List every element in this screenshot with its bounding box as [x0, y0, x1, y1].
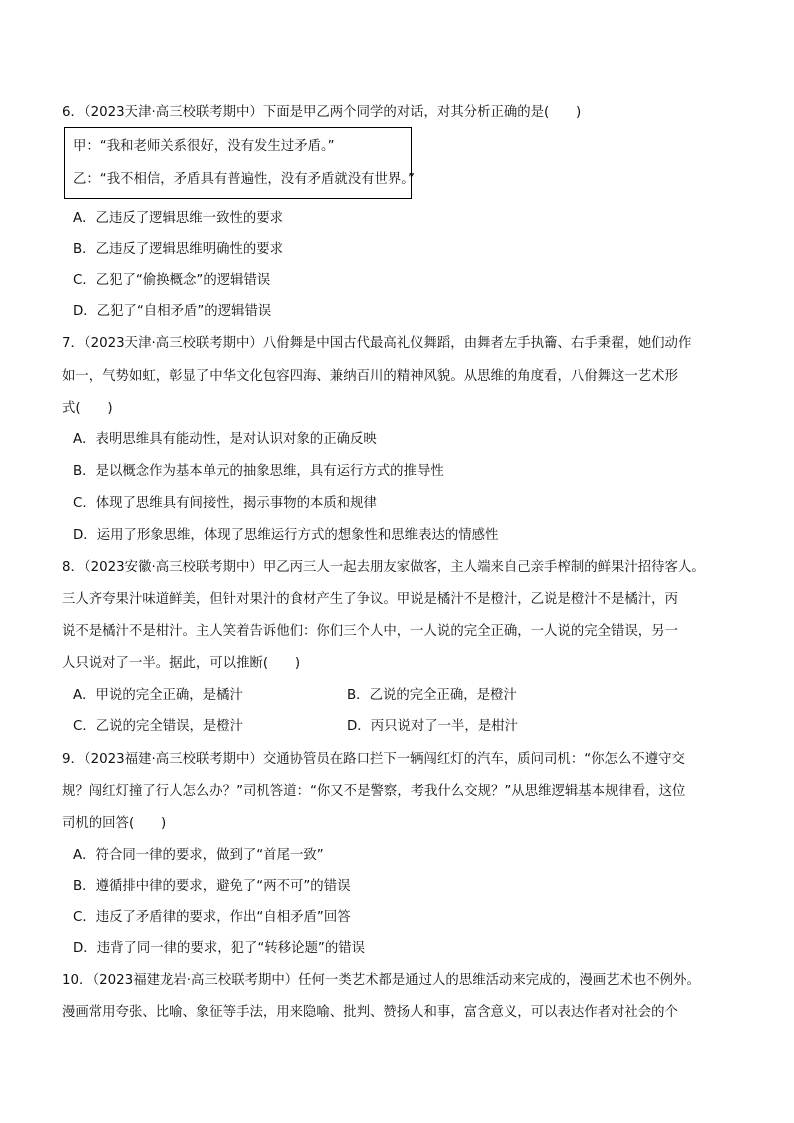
question-8-stem-line-1: 8．（2023安徽·高三校联考期中）甲乙丙三人一起去朋友家做客，主人端来自己亲手榨制的鲜果汁招待客人。 [62, 560, 705, 575]
question-8-option-a: A．甲说的完全正确，是橘汁 [73, 688, 243, 703]
question-9-stem-line-3: 司机的回答( ) [62, 816, 167, 831]
question-6-option-d: D．乙犯了“自相矛盾”的逻辑错误 [73, 304, 272, 319]
question-9-option-b: B．遵循排中律的要求，避免了“两不可”的错误 [73, 879, 351, 894]
question-9-option-d: D．违背了同一律的要求，犯了“转移论题”的错误 [73, 941, 365, 956]
question-8-stem-line-4: 人只说对了一半。据此，可以推断( ) [62, 656, 301, 671]
question-8-stem-line-3: 说不是橘汁不是柑汁。主人笑着告诉他们：你们三个人中，一人说的完全正确，一人说的完全错误，另一 [62, 624, 678, 639]
question-6-option-c: C．乙犯了“偷换概念”的逻辑错误 [73, 273, 271, 288]
question-9-stem-line-1: 9．（2023福建·高三校联考期中）交通协管员在路口拦下一辆闯红灯的汽车，质问司机：“你怎么不遵守交 [62, 752, 685, 767]
question-8-option-c: C．乙说的完全错误，是橙汁 [73, 719, 244, 734]
question-6-option-a: A．乙违反了逻辑思维一致性的要求 [73, 211, 284, 226]
question-7-option-d: D．运用了形象思维，体现了思维运行方式的想象性和思维表达的情感性 [73, 528, 499, 543]
dialog-line-jia: 甲：“我和老师关系很好，没有发生过矛盾。” [73, 139, 335, 154]
question-10-stem-line-1: 10．（2023福建龙岩·高三校联考期中）任何一类艺术都是通过人的思维活动来完成的，漫画艺术也不例外。 [62, 973, 700, 988]
question-7-stem-line-3: 式( ) [62, 401, 113, 416]
question-9-stem-line-2: 规？闯红灯撞了行人怎么办？”司机答道：“你又不是警察，考我什么交规？”从思维逻辑基本规律看，这位 [62, 784, 686, 799]
question-6-option-b: B．乙违反了逻辑思维明确性的要求 [73, 242, 284, 257]
question-8-option-d: D．丙只说对了一半，是柑汁 [347, 719, 518, 734]
question-8-stem-line-2: 三人齐夸果汁味道鲜美，但针对果汁的食材产生了争议。甲说是橘汁不是橙汁，乙说是橙汁不是橘汁，丙 [62, 592, 678, 607]
dialog-line-yi: 乙：“我不相信，矛盾具有普遍性，没有矛盾就没有世界。” [73, 172, 415, 187]
question-8-option-b: B．乙说的完全正确，是橙汁 [347, 688, 517, 703]
question-7-stem-line-1: 7．（2023天津·高三校联考期中）八佾舞是中国古代最高礼仪舞蹈，由舞者左手执籥、右手秉翟，她们动作 [62, 336, 692, 351]
question-7-option-c: C．体现了思维具有间接性，揭示事物的本质和规律 [73, 496, 377, 511]
question-9-option-a: A．符合同一律的要求，做到了“首尾一致” [73, 848, 324, 863]
question-7-option-a: A．表明思维具有能动性，是对认识对象的正确反映 [73, 432, 377, 447]
question-10-stem-line-2: 漫画常用夸张、比喻、象征等手法，用来隐喻、批判、赞扬人和事，富含意义，可以表达作者对社会的个 [62, 1005, 678, 1020]
question-7-stem-line-2: 如一，气势如虹，彰显了中华文化包容四海、兼纳百川的精神风貌。从思维的角度看，八佾舞这一艺术形 [62, 369, 678, 384]
question-9-option-c: C．违反了矛盾律的要求，作出“自相矛盾”回答 [73, 910, 351, 925]
question-7-option-b: B．是以概念作为基本单元的抽象思维，具有运行方式的推导性 [73, 464, 444, 479]
question-6-stem: 6．（2023天津·高三校联考期中）下面是甲乙两个同学的对话，对其分析正确的是( ) [62, 105, 582, 120]
